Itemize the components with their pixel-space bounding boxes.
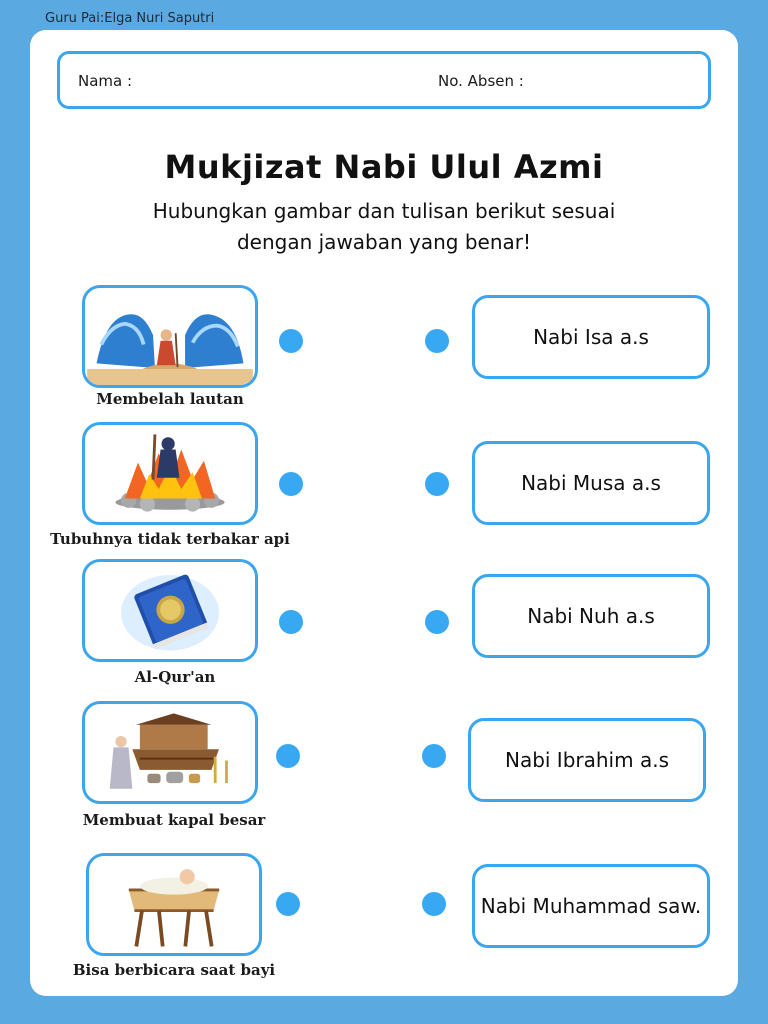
picture-caption-4: Membuat kapal besar — [82, 811, 266, 829]
picture-card-4[interactable] — [82, 701, 258, 804]
picture-card-5[interactable] — [86, 853, 262, 956]
page-title: Mukjizat Nabi Ulul Azmi — [164, 148, 604, 186]
instruction-line-1: Hubungkan gambar dan tulisan berikut sesuai — [152, 199, 616, 223]
picture-caption-1: Membelah lautan — [96, 390, 244, 408]
left-connect-dot-4[interactable] — [276, 744, 300, 768]
answer-box-5[interactable]: Nabi Muhammad saw. — [472, 864, 710, 948]
picture-caption-5: Bisa berbicara saat bayi — [72, 961, 276, 979]
left-connect-dot-1[interactable] — [279, 329, 303, 353]
ark-icon — [85, 704, 255, 801]
teacher-name: Guru Pai:Elga Nuri Saputri — [45, 11, 215, 26]
baby-cradle-icon — [89, 856, 259, 953]
right-connect-dot-5[interactable] — [422, 892, 446, 916]
student-info-box — [57, 51, 711, 109]
left-connect-dot-2[interactable] — [279, 472, 303, 496]
name-field-label: Nama : — [78, 72, 133, 90]
answer-box-3[interactable]: Nabi Nuh a.s — [472, 574, 710, 658]
left-connect-dot-5[interactable] — [276, 892, 300, 916]
picture-card-3[interactable] — [82, 559, 258, 662]
right-connect-dot-1[interactable] — [425, 329, 449, 353]
picture-caption-2: Tubuhnya tidak terbakar api — [50, 530, 290, 548]
answer-box-2[interactable]: Nabi Musa a.s — [472, 441, 710, 525]
answer-box-4[interactable]: Nabi Ibrahim a.s — [468, 718, 706, 802]
answer-box-1[interactable]: Nabi Isa a.s — [472, 295, 710, 379]
right-connect-dot-4[interactable] — [422, 744, 446, 768]
instruction-line-2: dengan jawaban yang benar! — [236, 230, 532, 254]
quran-book-icon — [85, 562, 255, 659]
right-connect-dot-2[interactable] — [425, 472, 449, 496]
picture-caption-3: Al-Qur'an — [134, 668, 216, 686]
fire-icon — [85, 425, 255, 522]
picture-card-2[interactable] — [82, 422, 258, 525]
left-connect-dot-3[interactable] — [279, 610, 303, 634]
sea-parting-icon — [85, 288, 255, 385]
absen-field-label: No. Absen : — [438, 72, 524, 90]
right-connect-dot-3[interactable] — [425, 610, 449, 634]
picture-card-1[interactable] — [82, 285, 258, 388]
